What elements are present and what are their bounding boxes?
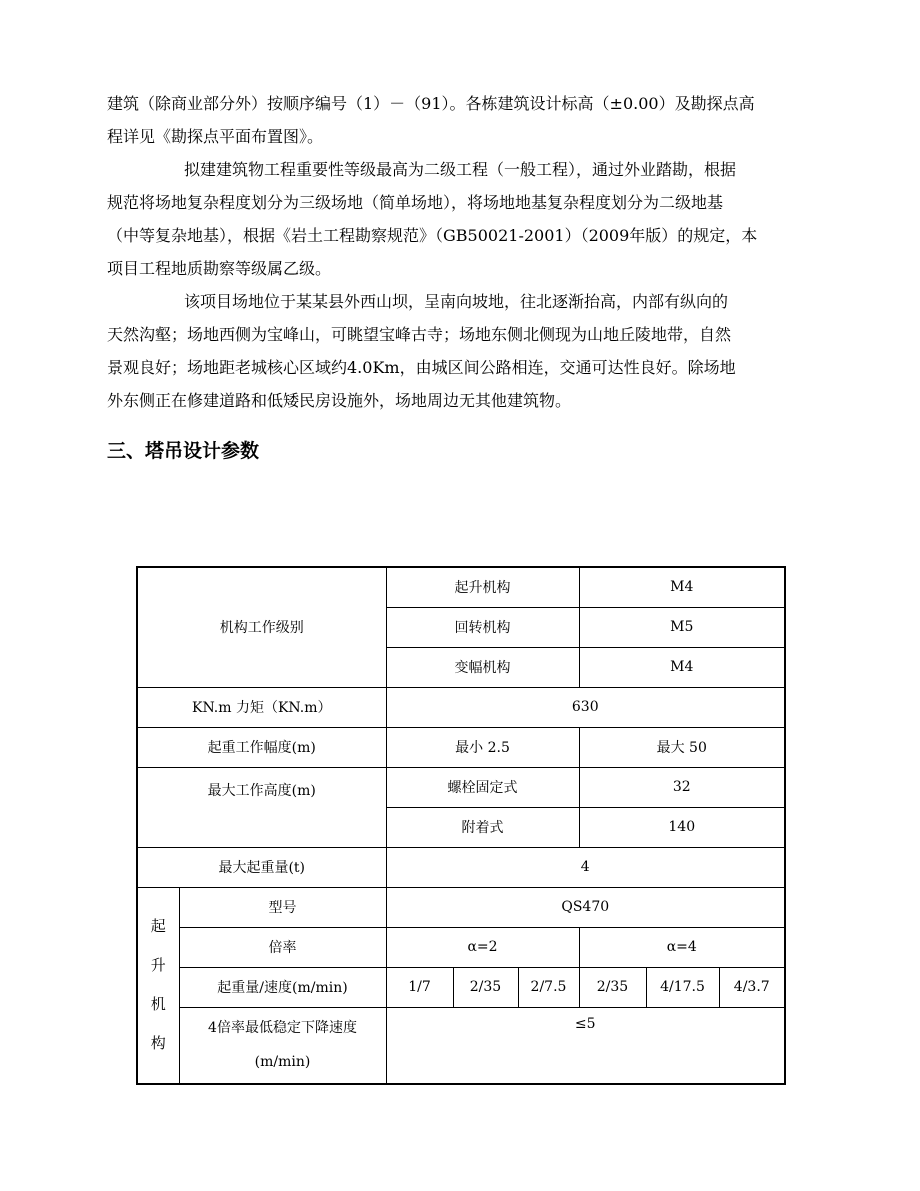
ratio-label: 倍率 xyxy=(179,927,386,967)
paragraph-3 xyxy=(107,285,813,417)
bolted-label: 螺栓固定式 xyxy=(386,767,579,807)
table-row xyxy=(137,967,785,1007)
paragraph-3-line-4: 外东侧正在修建道路和低矮民房设施外，场地周边无其他建筑物。 xyxy=(107,391,572,410)
paragraph-3-line-1: 该项目场地位于某某县外西山坝，呈南向坡地，往北逐渐抬高，内部有纵向的 xyxy=(184,292,729,311)
descent-label-line: (m/min) xyxy=(254,1054,311,1071)
table-row xyxy=(137,887,785,927)
ratio-a4: α=4 xyxy=(579,927,785,967)
bolted-value: 32 xyxy=(579,767,785,807)
hoist-mechanism-char: 起 xyxy=(150,917,166,936)
moment-label: KN.m 力矩（KN.m） xyxy=(137,687,386,727)
paragraph-2-line-2: 规范将场地复杂程度划分为三级场地（简单场地），将场地地基复杂程度划分为二级地基 xyxy=(107,193,724,212)
paragraph-3-line-3: 景观良好；场地距老城核心区域约4.0Km，由城区间公路相连，交通可达性良好。除场地 xyxy=(107,358,736,377)
hoist-level-label: 起升机构 xyxy=(386,567,579,607)
paragraph-1-line-2: 程详见《勘探点平面布置图》。 xyxy=(107,127,324,146)
descent-label-line: 4倍率最低稳定下降速度 xyxy=(208,1020,357,1037)
ratio-a2: α=2 xyxy=(386,927,579,967)
speed-value: 4/3.7 xyxy=(719,967,785,1007)
speed-value: 2/35 xyxy=(453,967,518,1007)
luff-level-label: 变幅机构 xyxy=(386,647,579,687)
table-row xyxy=(137,767,785,807)
model-label: 型号 xyxy=(179,887,386,927)
speed-value: 4/17.5 xyxy=(646,967,719,1007)
hoist-mechanism-char: 机 xyxy=(150,995,166,1014)
table-row xyxy=(137,567,785,607)
hoist-mechanism-char: 升 xyxy=(150,956,166,975)
max-load-value: 4 xyxy=(386,847,785,887)
slew-level-value: M5 xyxy=(579,607,785,647)
radius-label: 起重工作幅度(m) xyxy=(137,727,386,767)
luff-level-value: M4 xyxy=(579,647,785,687)
paragraph-3-line-2: 天然沟壑；场地西侧为宝峰山，可眺望宝峰古寺；场地东侧北侧现为山地丘陵地带，自然 xyxy=(107,325,732,344)
section-heading: 三、塔吊设计参数 xyxy=(107,440,260,462)
table-row xyxy=(137,727,785,767)
attached-label: 附着式 xyxy=(386,807,579,847)
paragraph-2-line-3: （中等复杂地基），根据《岩土工程勘察规范》（GB50021-2001）（2009年版）的规定，本 xyxy=(107,226,758,245)
max-load-label: 最大起重量(t) xyxy=(137,847,386,887)
paragraph-1-line-1: 建筑（除商业部分外）按顺序编号（1）－（91）。各栋建筑设计标高（±0.00）及勘探点高 xyxy=(107,94,755,113)
height-label: 最大工作高度(m) xyxy=(137,767,386,847)
descent-label xyxy=(179,1007,386,1084)
table-row xyxy=(137,927,785,967)
crane-spec-table xyxy=(136,566,786,1085)
hoist-mechanism-label xyxy=(137,887,179,1084)
paragraph-2-line-4: 项目工程地质勘察等级属乙级。 xyxy=(107,259,332,278)
radius-max: 最大 50 xyxy=(579,727,785,767)
speed-value: 2/35 xyxy=(579,967,646,1007)
attached-value: 140 xyxy=(579,807,785,847)
radius-min: 最小 2.5 xyxy=(386,727,579,767)
paragraph-2 xyxy=(107,153,813,285)
table-row xyxy=(137,687,785,727)
table-row xyxy=(137,1007,785,1084)
speed-value: 2/7.5 xyxy=(518,967,579,1007)
hoist-level-value: M4 xyxy=(579,567,785,607)
paragraph-2-line-1: 拟建建筑物工程重要性等级最高为二级工程（一般工程），通过外业踏勘，根据 xyxy=(184,160,737,179)
slew-level-label: 回转机构 xyxy=(386,607,579,647)
moment-value: 630 xyxy=(386,687,785,727)
speed-label: 起重量/速度(m/min) xyxy=(179,967,386,1007)
paragraph-1 xyxy=(107,87,813,153)
descent-value: ≤5 xyxy=(386,1007,785,1084)
hoist-mechanism-char: 构 xyxy=(150,1034,166,1053)
table-row xyxy=(137,847,785,887)
model-value: QS470 xyxy=(386,887,785,927)
speed-value: 1/7 xyxy=(386,967,453,1007)
work-level-label: 机构工作级别 xyxy=(137,567,386,687)
